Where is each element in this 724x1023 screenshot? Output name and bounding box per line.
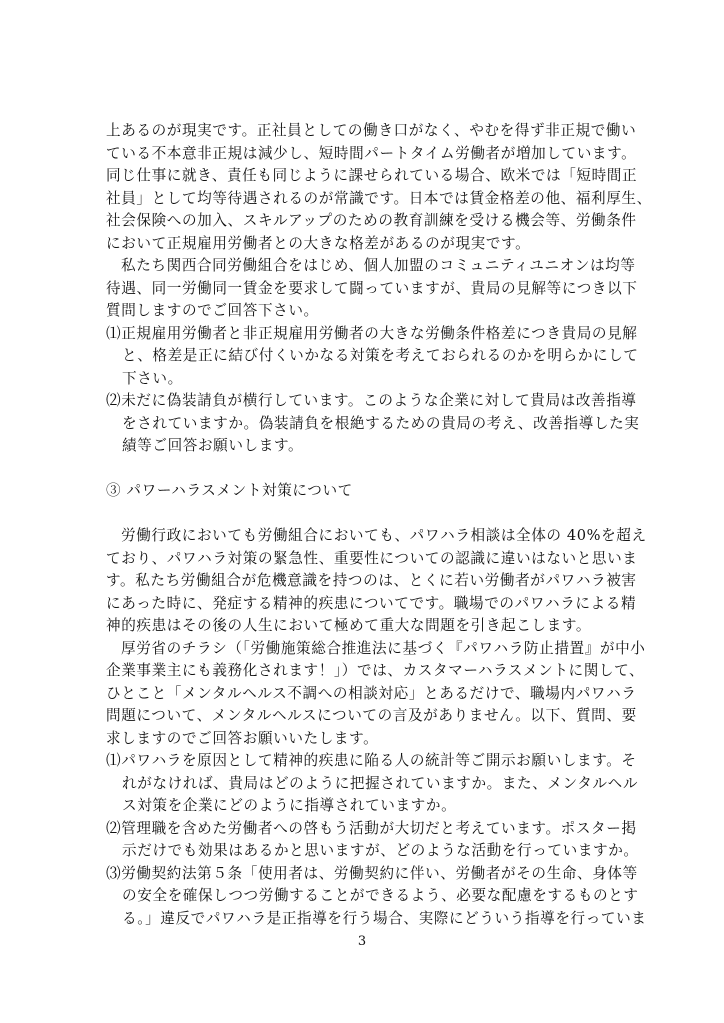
text-line: 問題について、メンタルヘルスについての言及がありません。以下、質問、要 (106, 707, 637, 724)
text-line: にあった時に、発症する精神的疾患についてです。職場でのパワハラによる精 (106, 594, 637, 612)
page-number: 3 (357, 934, 367, 949)
question-line: 示だけでも効果はあるかと思いますが、どのような活動を行っていますか。 (122, 842, 639, 859)
text-line: ひとこと「メンタルヘルス不調への相談対応」とあるだけで、職場内パワハラ (106, 684, 637, 702)
text-line: 上あるのが現実です。正社員としての働き口がなく、やむを得ず非正規で働い (106, 122, 637, 139)
question-line: ⑴正規雇用労働者と非正規雇用労働者の大きな労働条件格差につき貴局の見解 (106, 324, 638, 342)
question-line: ⑴パワハラを原因として精神的疾患に陥る人の統計等ご開示お願いします。そ (106, 752, 637, 769)
section-heading: ③ パワーハラスメント対策について (106, 482, 353, 499)
text-line: 企業事業主にも義務化されます！」）では、カスタマーハラスメントに関して、 (106, 662, 645, 679)
question-line: の安全を確保しつつ労働することができるよう、必要な配慮をするものとす (122, 887, 639, 904)
question-line: と、格差是正に結び付くいかなる対策を考えておられるのかを明らかにして (122, 347, 639, 364)
blank-line (106, 458, 626, 481)
text-line: 私たち関西合同労働組合をはじめ、個人加盟のコミュニティユニオンは均等 (121, 257, 636, 274)
text-line: 求しますのでご回答お願いいたします。 (106, 729, 379, 747)
text-line: 厚労省のチラシ（「労働施策総合推進法に基づく『パワハラ防止措置』が中小 (121, 639, 646, 657)
question-line: ⑵管理職を含めた労働者への啓もう活動が大切だと考えています。ポスター掲 (106, 819, 637, 837)
text-line: ている不本意非正規は減少し、短時間パートタイム労働者が増加しています。 (106, 144, 637, 162)
question-line: る。」違反でパワハラ是正指導を行う場合、実際にどういう指導を行っていま (122, 909, 647, 927)
text-line: ており、パワハラ対策の緊急性、重要性についての認識に違いはないと思いま (106, 549, 638, 567)
blank-line (106, 503, 626, 526)
question-line: 績等ご回答お願いします。 (122, 437, 304, 454)
body-text (106, 120, 652, 930)
text-line: 神的疾患はその後の人生において極めて重大な問題を引き起こします。 (106, 617, 592, 634)
question-line: をされていますか。偽装請負を根絶するための貴局の考え、改善指導した実 (122, 414, 640, 432)
text-line: す。私たち労働組合が危機意識を持つのは、とくに若い労働者がパワハラ被害 (106, 572, 637, 589)
question-line: ⑵未だに偽装請負が横行しています。このような企業に対して貴局は改善指導 (106, 392, 637, 409)
text-line: 社会保険への加入、スキルアップのための教育訓練を受ける機会等、労働条件 (106, 212, 637, 229)
question-line: 下さい。 (122, 369, 183, 387)
text-line: 同じ仕事に就き、責任も同じように課せられている場合、欧米では「短時間正 (106, 167, 638, 184)
question-line: ス対策を企業にどのように指導されていますか。 (122, 797, 457, 814)
text-line: において正規雇用労働者との大きな格差があるのが現実です。 (106, 234, 531, 252)
text-line: 待遇、同一労働同一賃金を要求して闘っていますが、貴局の見解等につき以下 (106, 279, 638, 297)
text-line: 労働行政においても労働組合においても、パワハラ相談は全体の 40%を超え (121, 527, 647, 544)
question-line: ⑶労働契約法第５条「使用者は、労働契約に伴い、労働者がその生命、身体等 (106, 864, 638, 882)
question-line: れがなければ、貴局はどのように把握されていますか。また、メンタルヘル (122, 774, 639, 792)
text-line: 社員」として均等待遇されるのが常識です。日本では賃金格差の他、福利厚生、 (106, 189, 652, 207)
text-line: 質問しますのでご回答下さい。 (106, 302, 319, 319)
